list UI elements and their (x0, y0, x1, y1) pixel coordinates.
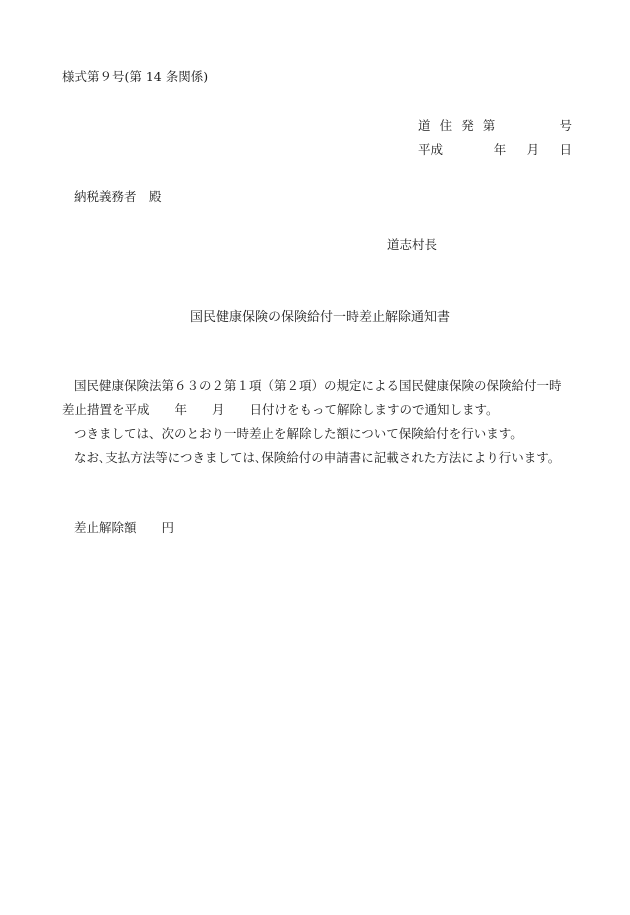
body-paragraph-3: なお､支払方法等につきましては､保険給付の申請書に記載された方法により行います。 (74, 450, 561, 465)
doc-ref-char: 号 (559, 118, 572, 133)
body-paragraph-2: つきましては、次のとおり一時差止を解除した額について保険給付を行います。 (74, 426, 523, 441)
date-month-unit: 月 (526, 142, 540, 157)
doc-ref-char: 第 (482, 118, 496, 133)
doc-ref-char: 道 (418, 118, 431, 133)
issuer: 道志村長 (387, 237, 438, 252)
document-title: 国民健康保険の保険給付一時差止解除通知書 (190, 310, 451, 325)
form-number: 様式第９号(第 14 条関係) (62, 69, 209, 84)
date-era: 平成 (418, 142, 444, 157)
doc-ref-char: 住 (439, 118, 453, 133)
document-date (418, 144, 572, 157)
date-day-unit: 日 (559, 142, 572, 157)
recipient: 納税義務者 殿 (74, 189, 162, 204)
date-year-unit: 年 (493, 142, 507, 157)
body-paragraph-1-line-1: 国民健康保険法第６３の２第１項（第２項）の規定による国民健康保険の保険給付一時 (74, 378, 562, 393)
doc-ref-char: 発 (461, 118, 474, 133)
body-paragraph-1-line-2: 差止措置を平成 年 月 日付けをもって解除しますので通知します。 (62, 402, 499, 417)
release-amount: 差止解除額 円 (74, 520, 175, 535)
document-reference-number (418, 120, 572, 133)
